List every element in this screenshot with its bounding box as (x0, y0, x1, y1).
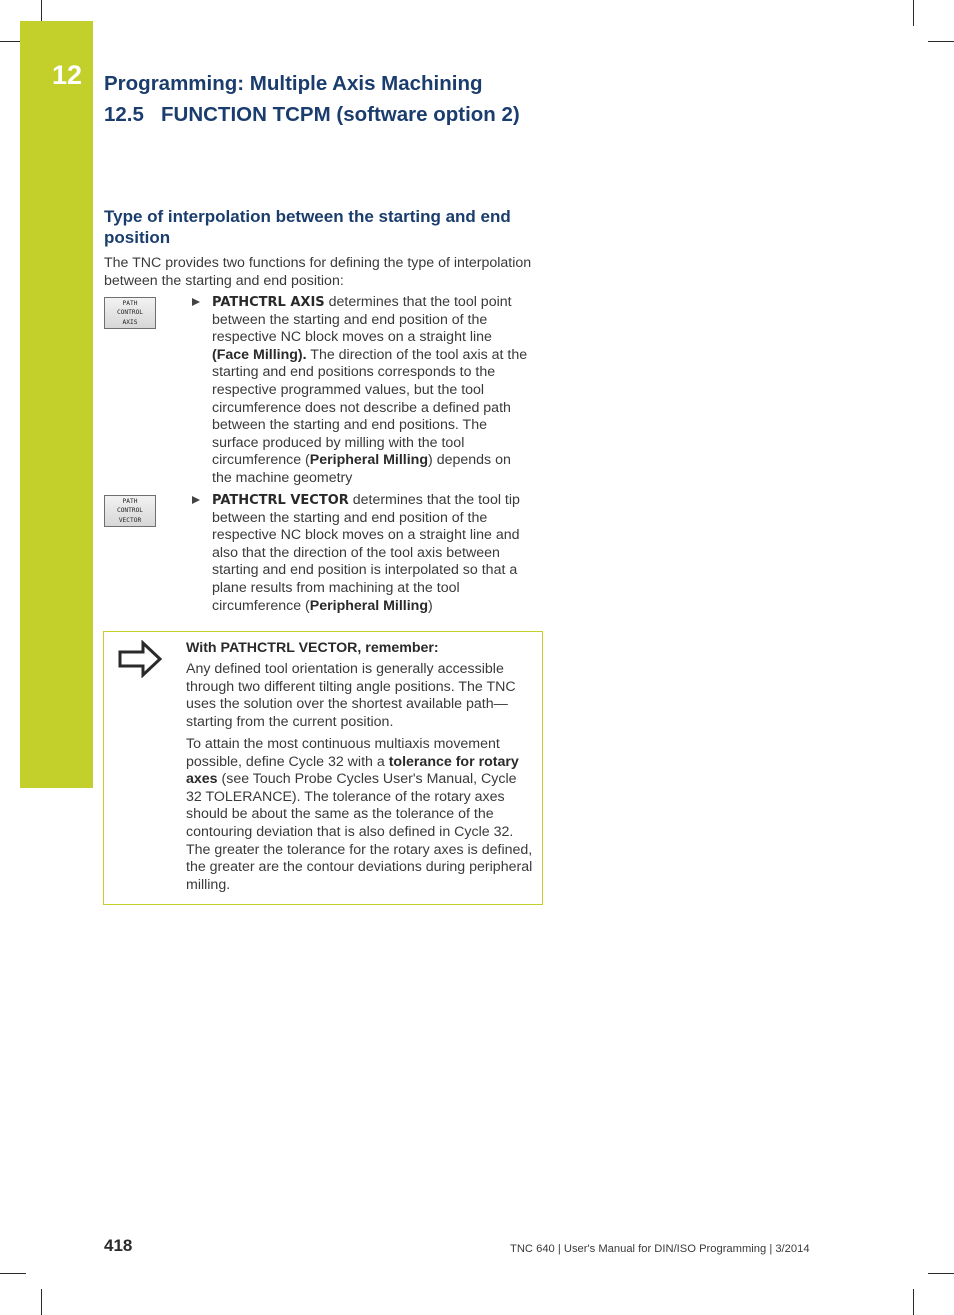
note-paragraph-1: Any defined tool orientation is generally accessible through two different tilting angle positions. The TNC uses the solution over the shortest available path—starting from the current position. (186, 661, 516, 730)
item-text: The direction of the tool axis at the starting and end positions corresponds to the respective programmed values, but the tool circumference does not describe a defined path between the starting and end positions. The surface produced by milling with the tool circumference ( (212, 346, 528, 469)
item-text: determines that the tool tip between the starting and end position of the respective NC block moves on a straight line and also that the direction of the tool axis between starting and end position is interpolated so that a plane results from machining at the tool circumference ( (212, 492, 520, 614)
bullet-triangle-icon (192, 496, 200, 504)
item-text: ) (428, 597, 433, 614)
softkey-path-control-vector[interactable] (104, 495, 156, 527)
softkey-line: VECTOR (118, 516, 142, 524)
chapter-tab (20, 21, 93, 788)
item-text: ) depends on the machine geometry (212, 452, 511, 486)
item-pathctrl-vector (212, 492, 534, 615)
section-title (104, 103, 520, 127)
note-heading: With PATHCTRL VECTOR, remember: (186, 640, 439, 656)
softkey-line: AXIS (122, 318, 138, 326)
intro-paragraph: The TNC provides two functions for defining the type of interpolation between the starting and end position: (104, 255, 532, 289)
item-text: determines that the tool point between the starting and end position of the respective NC block moves on a straight line (212, 294, 512, 346)
item-pathctrl-axis (212, 294, 532, 488)
bold-term: tolerance for rotary axes (186, 753, 519, 788)
arrow-right-icon (117, 640, 163, 678)
note-text: (see Touch Probe Cycles User's Manual, Cycle 32 TOLERANCE). The tolerance of the rotary axes should be about the same as the tolerance of the contouring deviation that is also defined in Cycle 32. The greater the tolerance for the rotary axes is defined, the greater are the contour deviations during peripheral milling. (186, 771, 533, 893)
note-text: To attain the most continuous multiaxis movement possible, define Cycle 32 with a (186, 736, 500, 770)
crop-mark (0, 1273, 26, 1274)
crop-mark (913, 1289, 914, 1315)
softkey-line: CONTROL (116, 309, 144, 317)
keyword: PATHCTRL AXIS (212, 295, 325, 310)
softkey-line: CONTROL (116, 507, 144, 515)
chapter-number: 12 (52, 60, 83, 90)
page-number: 418 (104, 1236, 133, 1255)
crop-mark (41, 1289, 42, 1315)
bold-term: Peripheral Milling (309, 597, 429, 614)
crop-mark (913, 0, 914, 26)
section-name: FUNCTION TCPM (software option 2) (161, 103, 520, 126)
crop-mark (928, 41, 954, 42)
note-paragraph-2 (186, 736, 536, 894)
chapter-title: Programming: Multiple Axis Machining (104, 72, 483, 95)
softkey-line: PATH (122, 300, 138, 308)
softkey-path-control-axis[interactable] (104, 297, 156, 329)
softkey-line: PATH (122, 498, 138, 506)
section-number: 12.5 (104, 103, 144, 126)
footer-text: TNC 640 | User's Manual for DIN/ISO Programming | 3/2014 (510, 1243, 810, 1255)
bullet-triangle-icon (192, 298, 200, 306)
bold-term: Peripheral Milling (309, 452, 429, 469)
bold-term: (Face Milling). (212, 346, 307, 363)
keyword: PATHCTRL VECTOR (212, 493, 349, 508)
subheading: Type of interpolation between the starting and end position (104, 207, 511, 247)
crop-mark (928, 1273, 954, 1274)
